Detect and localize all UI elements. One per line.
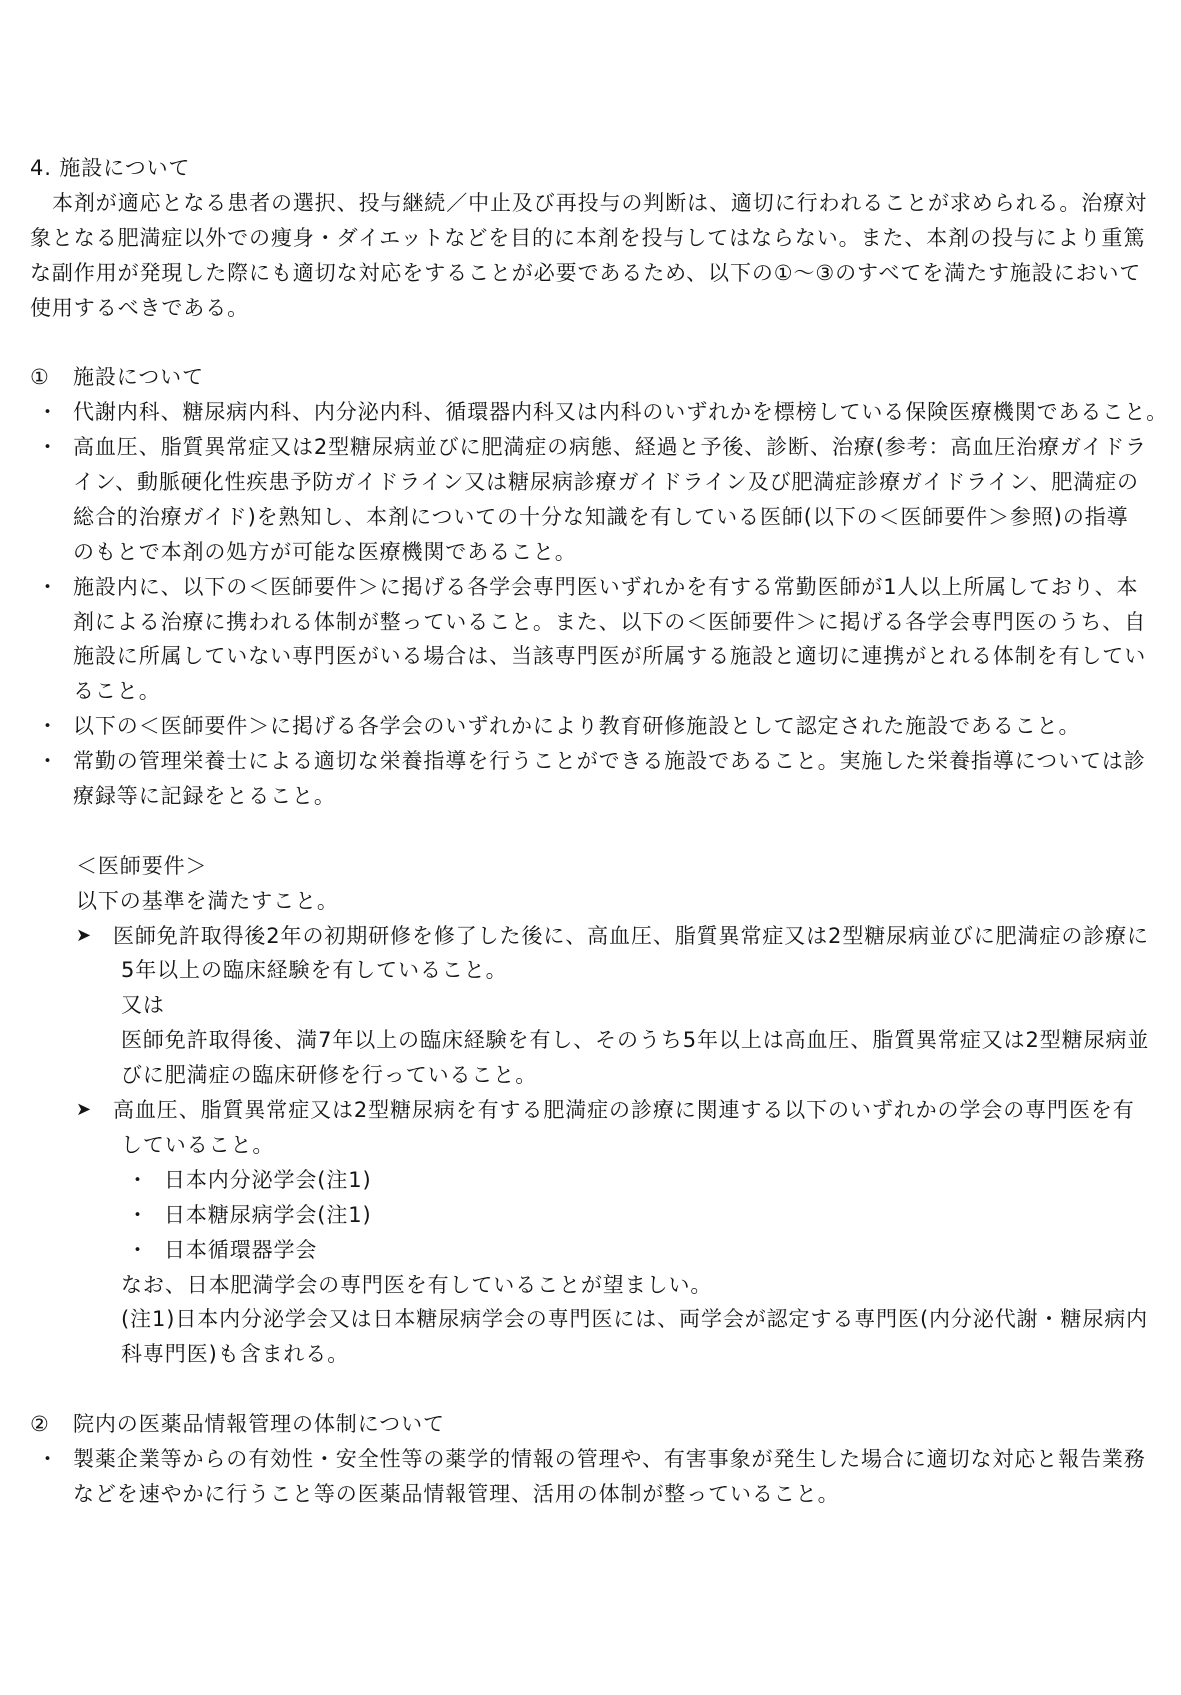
- bullet-dot-icon: ・: [127, 1237, 149, 1262]
- bullet-dot-icon: ・: [37, 400, 59, 425]
- text-line: イン、動脈硬化性疾患予防ガイドライン又は糖尿病診療ガイドライン及び肥満症診療ガイドライン、肥満症の: [73, 470, 1139, 495]
- subsection-title: 院内の医薬品情報管理の体制について: [73, 1412, 445, 1437]
- text-line: 本剤が適応となる患者の選択、投与継続／中止及び再投与の判断は、適切に行われることが求められる。治療対: [52, 190, 1147, 215]
- requirements-lead: 以下の基準を満たすこと。: [76, 888, 339, 913]
- society-item: [0, 1163, 1181, 1198]
- requirement-item: [0, 919, 1181, 1093]
- doctor-requirements: [0, 849, 1181, 1372]
- text-line: 以下の＜医師要件＞に掲げる各学会のいずれかにより教育研修施設として認定された施設であること。: [73, 714, 1081, 739]
- bullet-dot-icon: ・: [37, 749, 59, 774]
- document-page: [0, 151, 1181, 1512]
- section-heading: 4. 施設について: [30, 156, 191, 180]
- footnote-line: (注1)日本内分泌学会又は日本糖尿病学会の専門医には、両学会が認定する専門医(内分泌代謝・糖尿病内: [121, 1307, 1149, 1332]
- text-line: 5年以上の臨床経験を有していること。: [121, 958, 508, 983]
- requirement-item: [0, 1093, 1181, 1372]
- arrow-bullet-icon: ➤: [76, 1099, 92, 1121]
- text-line: 医師免許取得後2年の初期研修を修了した後に、高血圧、脂質異常症又は2型糖尿病並びに肥満症の診療に: [113, 923, 1149, 948]
- text-line: 施設に所属していない専門医がいる場合は、当該専門医が所属する施設と適切に連携がとれる体制を有してい: [73, 644, 1147, 669]
- society-item: [0, 1198, 1181, 1233]
- text-line: 総合的治療ガイド)を熟知し、本剤についての十分な知識を有している医師(以下の＜医師要件＞参照)の指導: [73, 504, 1129, 529]
- bullet-item: [0, 430, 1181, 570]
- society-name: 日本循環器学会: [164, 1237, 318, 1262]
- text-line: などを速やかに行うこと等の医薬品情報管理、活用の体制が整っていること。: [73, 1481, 840, 1506]
- text-line: 高血圧、脂質異常症又は2型糖尿病を有する肥満症の診療に関連する以下のいずれかの学会の専門医を有: [113, 1098, 1135, 1123]
- text-line: 使用するべきである。: [30, 295, 249, 320]
- bullet-dot-icon: ・: [127, 1167, 149, 1192]
- subsection-title: 施設について: [73, 365, 204, 390]
- text-line: ること。: [73, 679, 161, 704]
- text-line: 高血圧、脂質異常症又は2型糖尿病並びに肥満症の病態、経過と予後、診断、治療(参考：高血圧治療ガイドラ: [73, 435, 1147, 460]
- bullet-item: [0, 709, 1181, 744]
- text-line: 医師免許取得後、満7年以上の臨床経験を有し、そのうち5年以上は高血圧、脂質異常症又は2型糖尿病並: [121, 1028, 1150, 1053]
- text-line: 代謝内科、糖尿病内科、内分泌内科、循環器内科又は内科のいずれかを標榜している保険医療機関であること。: [73, 400, 1168, 425]
- subsection-heading-facility: [0, 360, 1181, 395]
- bullet-item: [0, 744, 1181, 814]
- text-line: していること。: [121, 1132, 275, 1157]
- note-line: なお、日本肥満学会の専門医を有していることが望ましい。: [121, 1272, 713, 1297]
- circled-number-marker: ②: [30, 1412, 50, 1437]
- intro-paragraph: [0, 186, 1181, 326]
- text-line: 又は: [121, 993, 165, 1018]
- subsection-heading-info-management: [0, 1407, 1181, 1442]
- bullet-dot-icon: ・: [37, 1446, 59, 1471]
- facility-bullet-list: [0, 395, 1181, 814]
- arrow-bullet-icon: ➤: [76, 924, 92, 946]
- text-line: 製薬企業等からの有効性・安全性等の薬学的情報の管理や、有害事象が発生した場合に適切な対応と報告業務: [73, 1446, 1146, 1471]
- text-line: のもとで本剤の処方が可能な医療機関であること。: [73, 539, 577, 564]
- bullet-item: [0, 1442, 1181, 1512]
- bullet-dot-icon: ・: [37, 574, 59, 599]
- circled-number-marker: ①: [30, 365, 50, 390]
- bullet-dot-icon: ・: [37, 714, 59, 739]
- society-item: [0, 1233, 1181, 1268]
- text-line: な副作用が発現した際にも適切な対応をすることが必要であるため、以下の①～③のすべてを満たす施設において: [30, 260, 1142, 285]
- text-line: 常勤の管理栄養士による適切な栄養指導を行うことができる施設であること。実施した栄養指導については診: [73, 749, 1146, 774]
- bullet-item: [0, 570, 1181, 710]
- bullet-item: [0, 395, 1181, 430]
- society-name: 日本内分泌学会(注1): [164, 1167, 372, 1192]
- text-line: 療録等に記録をとること。: [73, 784, 336, 809]
- bullet-dot-icon: ・: [37, 435, 59, 460]
- text-line: 剤による治療に携われる体制が整っていること。また、以下の＜医師要件＞に掲げる各学会専門医のうち、自: [73, 609, 1147, 634]
- requirements-title: ＜医師要件＞: [76, 853, 208, 878]
- info-management-bullet-list: [0, 1442, 1181, 1512]
- text-line: 象となる肥満症以外での痩身・ダイエットなどを目的に本剤を投与してはならない。また、本剤の投与により重篤: [30, 225, 1146, 250]
- society-name: 日本糖尿病学会(注1): [164, 1202, 372, 1227]
- bullet-dot-icon: ・: [127, 1202, 149, 1227]
- text-line: 施設内に、以下の＜医師要件＞に掲げる各学会専門医いずれかを有する常勤医師が1人以上所属しており、本: [73, 574, 1139, 599]
- text-line: びに肥満症の臨床研修を行っていること。: [121, 1063, 538, 1088]
- footnote-line: 科専門医)も含まれる。: [121, 1342, 350, 1367]
